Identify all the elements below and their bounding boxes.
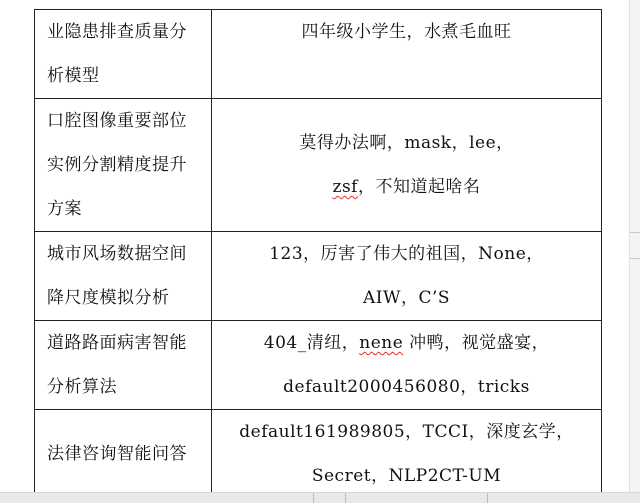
ruler-tick bbox=[345, 493, 346, 503]
teams-cell bbox=[212, 410, 602, 499]
ruler-tick bbox=[487, 493, 488, 503]
teams-cell bbox=[212, 232, 602, 321]
table-row bbox=[35, 232, 602, 321]
topic-line: 法律咨询智能问答 bbox=[47, 444, 187, 464]
teams-cell bbox=[212, 99, 602, 232]
vertical-scrollbar[interactable] bbox=[629, 0, 640, 493]
teams-line: Secret，NLP2CT-UM bbox=[311, 466, 502, 486]
teams-line: default161989805，TCCI，深度玄学， bbox=[239, 422, 574, 442]
topic-line: 业隐患排查质量分 bbox=[47, 22, 187, 42]
table-row bbox=[35, 410, 602, 499]
teams-line: zsf，不知道起啥名 bbox=[332, 177, 481, 197]
teams-line: 莫得办法啊，mask，lee， bbox=[299, 133, 514, 153]
teams-line: 123，厉害了伟大的祖国，None， bbox=[269, 244, 544, 264]
topic-cell bbox=[35, 321, 212, 410]
teams-line: 四年级小学生，水煮毛血旺 bbox=[301, 22, 512, 42]
topic-line: 城市风场数据空间 bbox=[47, 244, 187, 264]
ruler-tick bbox=[630, 232, 640, 233]
topic-cell bbox=[35, 232, 212, 321]
table-row bbox=[35, 10, 602, 99]
competition-table bbox=[34, 9, 602, 499]
topic-cell bbox=[35, 99, 212, 232]
topic-line: 实例分割精度提升 bbox=[47, 155, 187, 175]
topic-line: 分析算法 bbox=[47, 377, 117, 397]
spellcheck-flag: nene bbox=[359, 333, 404, 353]
teams-cell bbox=[212, 321, 602, 410]
topic-line: 析模型 bbox=[47, 66, 100, 86]
topic-line: 道路路面病害智能 bbox=[47, 333, 187, 353]
topic-cell bbox=[35, 410, 212, 499]
table-row bbox=[35, 99, 602, 232]
spellcheck-flag: zsf bbox=[332, 177, 358, 197]
topic-line: 口腔图像重要部位 bbox=[47, 111, 187, 131]
teams-cell bbox=[212, 10, 602, 99]
teams-line: AIW，C’S bbox=[362, 288, 451, 308]
teams-line: 404_清纽，nene 冲鸭，视觉盛宴， bbox=[263, 333, 550, 353]
teams-line: default2000456080，tricks bbox=[283, 377, 530, 397]
ruler-tick bbox=[630, 258, 640, 259]
topic-cell bbox=[35, 10, 212, 99]
ruler-tick bbox=[313, 493, 314, 503]
table-row bbox=[35, 321, 602, 410]
topic-line: 降尺度模拟分析 bbox=[47, 288, 170, 308]
horizontal-scrollbar[interactable] bbox=[0, 492, 640, 503]
topic-line: 方案 bbox=[47, 199, 82, 219]
